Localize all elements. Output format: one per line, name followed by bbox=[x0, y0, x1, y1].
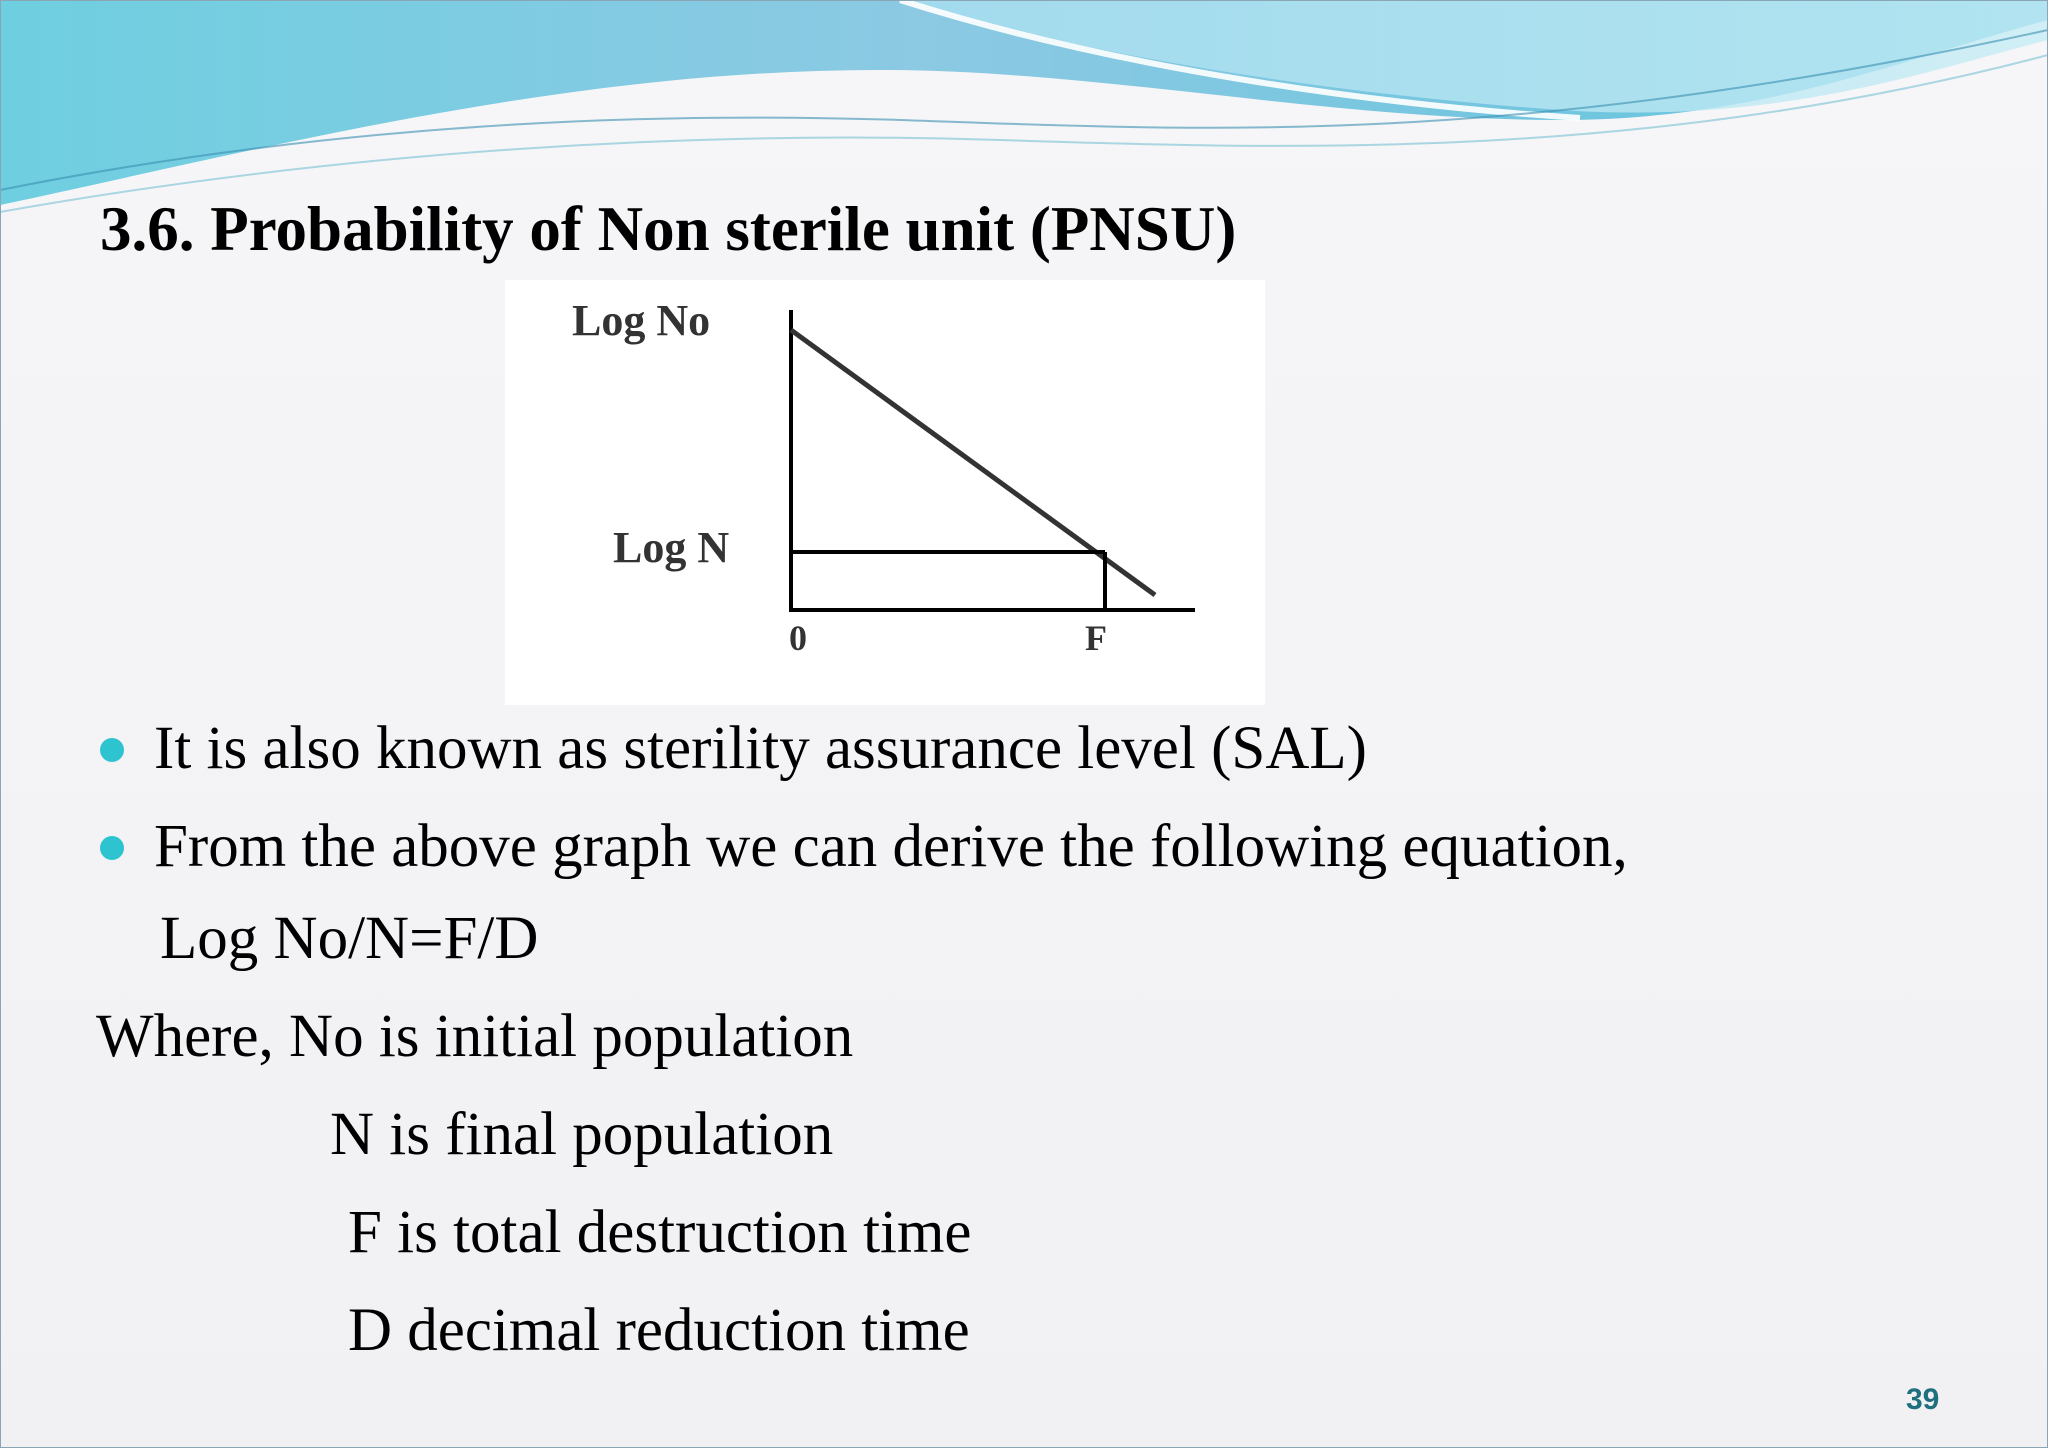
equation: Log No/N=F/D bbox=[160, 905, 539, 972]
definition-d: D decimal reduction time bbox=[348, 1297, 970, 1364]
definition-n: N is final population bbox=[330, 1101, 834, 1168]
definition-intro: Where, No is initial population bbox=[96, 1003, 854, 1070]
bullet-item bbox=[96, 798, 1628, 896]
slide-title: 3.6. Probability of Non sterile unit (PNSU) bbox=[100, 194, 1237, 264]
bullet-item bbox=[96, 700, 1628, 798]
bullet-list bbox=[96, 700, 1628, 896]
graph-label-f: F bbox=[1085, 618, 1107, 658]
graph-label-log-n: Log N bbox=[613, 523, 730, 572]
bullet-icon bbox=[100, 836, 124, 860]
bullet-text: It is also known as sterility assurance level (SAL) bbox=[154, 715, 1367, 782]
bullet-icon bbox=[100, 738, 124, 762]
definition-f: F is total destruction time bbox=[348, 1199, 972, 1266]
graph-decay-line bbox=[791, 330, 1155, 595]
page-number: 39 bbox=[1906, 1383, 1940, 1416]
graph-label-log-no: Log No bbox=[572, 296, 711, 345]
bullet-text: From the above graph we can derive the following equation, bbox=[154, 813, 1628, 880]
graph-label-origin: 0 bbox=[789, 618, 807, 658]
pnsu-graph bbox=[505, 280, 1265, 705]
